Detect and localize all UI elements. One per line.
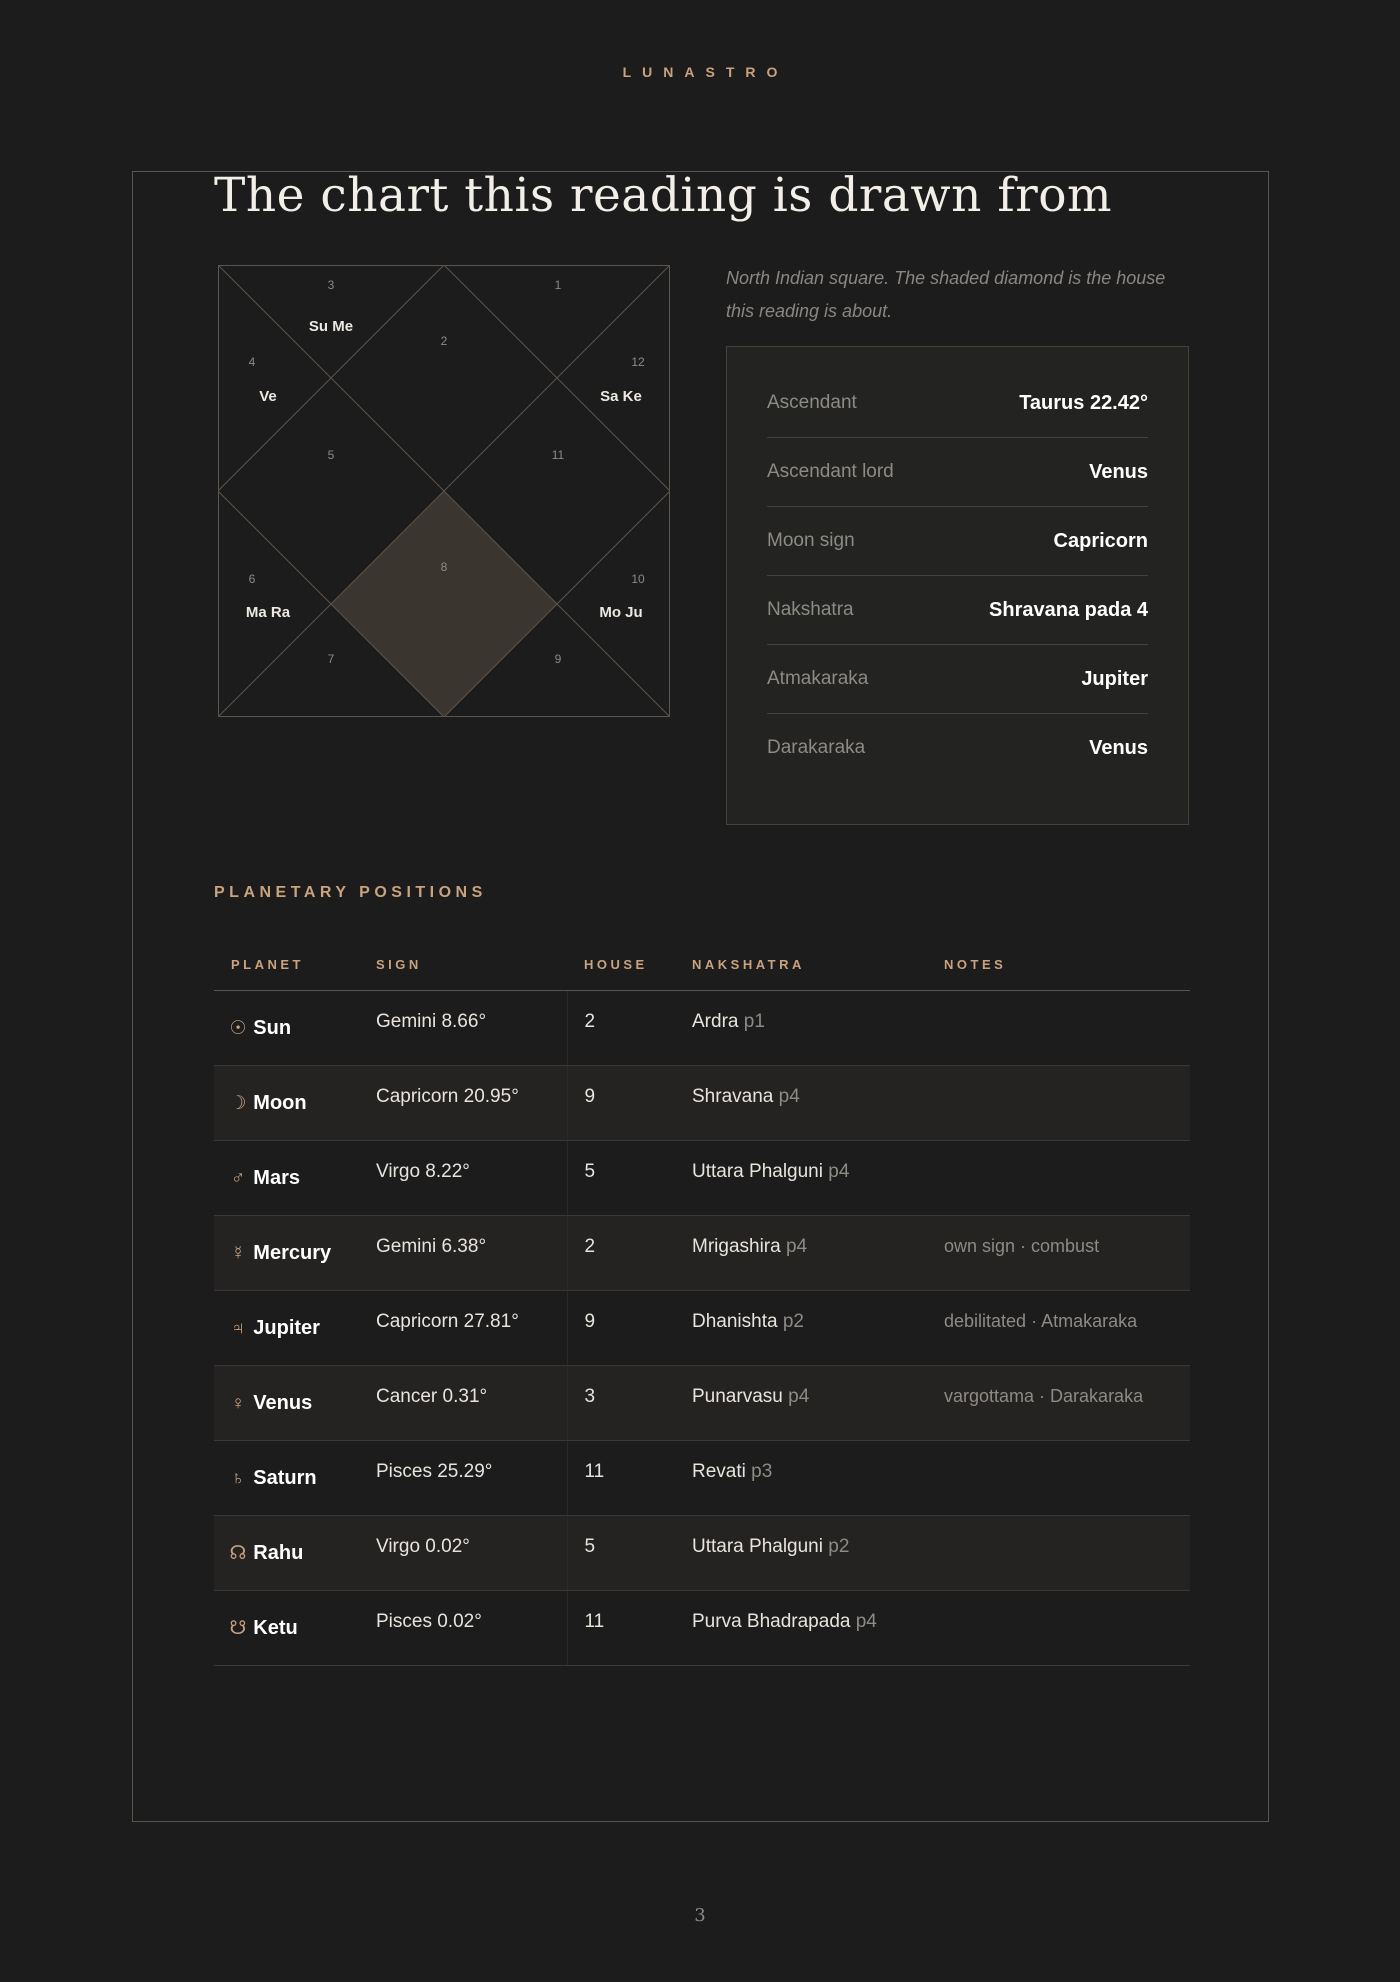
house-number: 9 (554, 652, 562, 666)
sign-cell: Virgo 8.22° (359, 1141, 567, 1216)
sign-cell: Gemini 8.66° (359, 991, 567, 1066)
house-number: 11 (551, 448, 565, 462)
planet-cell (214, 991, 359, 1066)
house-cell: 2 (567, 991, 675, 1066)
highlighted-house-diamond (331, 491, 557, 717)
nakshatra-cell (675, 1141, 927, 1216)
house-number: 1 (554, 278, 562, 292)
nakshatra-cell (675, 1216, 927, 1291)
fact-label: Ascendant (767, 392, 857, 413)
table-row (214, 1216, 1190, 1291)
notes-cell (927, 1366, 1190, 1441)
notes-cell (927, 991, 1190, 1066)
nakshatra-name: Uttara Phalguni (692, 1536, 823, 1557)
planet-glyph-icon: ♄ (230, 1467, 246, 1489)
planet-name: Rahu (253, 1541, 304, 1564)
house-number: 7 (327, 652, 335, 666)
planet-cell (214, 1066, 359, 1141)
table-row (214, 1591, 1190, 1666)
notes-cell (927, 1516, 1190, 1591)
house-cell: 3 (567, 1366, 675, 1441)
planet-notes: own sign · combust (944, 1236, 1100, 1256)
table-body (214, 991, 1190, 1666)
fact-label: Moon sign (767, 530, 855, 551)
planet-cell (214, 1141, 359, 1216)
nakshatra-pada: p2 (828, 1536, 850, 1557)
house-cell: 5 (567, 1141, 675, 1216)
fact-row-nakshatra (767, 576, 1148, 645)
brand-wordmark: LUNASTRO (622, 64, 789, 80)
table-row (214, 1516, 1190, 1591)
fact-value: Shravana pada 4 (989, 598, 1148, 621)
house-number: 4 (248, 355, 256, 369)
house-number: 10 (631, 572, 645, 586)
planet-glyph-icon: ☿ (230, 1242, 246, 1264)
sign-cell: Gemini 6.38° (359, 1216, 567, 1291)
notes-cell (927, 1591, 1190, 1666)
sign-cell: Capricorn 20.95° (359, 1066, 567, 1141)
house-number: 3 (327, 278, 335, 292)
planet-name: Mercury (253, 1241, 332, 1264)
column-header-nakshatra: NAKSHATRA (675, 938, 927, 991)
fact-row-atmakaraka (767, 645, 1148, 714)
sign-cell: Pisces 0.02° (359, 1591, 567, 1666)
north-indian-chart (218, 265, 670, 717)
nakshatra-pada: p4 (828, 1161, 850, 1182)
fact-value: Capricorn (1053, 529, 1148, 552)
planet-cell (214, 1591, 359, 1666)
fact-label: Darakaraka (767, 737, 866, 758)
nakshatra-name: Dhanishta (692, 1311, 778, 1332)
fact-value: Venus (1089, 460, 1148, 483)
sign-cell: Virgo 0.02° (359, 1516, 567, 1591)
planet-glyph-icon: ♂ (230, 1167, 246, 1189)
planet-glyph-icon: ☊ (229, 1542, 247, 1564)
nakshatra-name: Punarvasu (692, 1386, 783, 1407)
planet-glyph-icon: ♀ (230, 1392, 246, 1414)
house-number: 2 (440, 334, 448, 348)
house-planets: Su Me (308, 318, 354, 335)
house-planets: Sa Ke (600, 388, 642, 405)
table-row (214, 1141, 1190, 1216)
nakshatra-cell (675, 1441, 927, 1516)
house-cell: 5 (567, 1516, 675, 1591)
fact-value: Taurus 22.42° (1019, 391, 1148, 414)
planet-name: Ketu (253, 1616, 298, 1639)
house-planets: Ve (259, 388, 277, 405)
notes-cell (927, 1066, 1190, 1141)
planet-cell (214, 1516, 359, 1591)
house-planets: Ma Ra (245, 604, 291, 621)
nakshatra-cell (675, 1516, 927, 1591)
page-number: 3 (694, 1905, 706, 1926)
planet-glyph-icon: ☉ (229, 1017, 247, 1039)
nakshatra-cell (675, 1591, 927, 1666)
planet-cell (214, 1291, 359, 1366)
fact-value: Venus (1089, 736, 1148, 759)
planet-glyph-icon: ☽ (229, 1092, 247, 1114)
planet-name: Saturn (253, 1466, 317, 1489)
planet-cell (214, 1216, 359, 1291)
table-header-row (214, 938, 1190, 991)
house-cell: 9 (567, 1066, 675, 1141)
planet-glyph-icon: ☋ (229, 1617, 247, 1639)
sign-cell: Capricorn 27.81° (359, 1291, 567, 1366)
table-row (214, 1441, 1190, 1516)
planet-name: Sun (253, 1016, 292, 1039)
planet-notes: vargottama · Darakaraka (944, 1386, 1144, 1406)
column-header-house: HOUSE (567, 938, 675, 991)
planet-glyph-icon: ♃ (230, 1317, 246, 1339)
house-number: 6 (248, 572, 256, 586)
chart-caption: North Indian square. The shaded diamond is the house this reading is about. (726, 268, 1166, 321)
fact-label: Ascendant lord (767, 461, 894, 482)
fact-row-ascendant-lord (767, 438, 1148, 507)
fact-value: Jupiter (1081, 667, 1148, 690)
page-title: The chart this reading is drawn from (214, 168, 1113, 223)
planet-cell (214, 1366, 359, 1441)
house-cell: 2 (567, 1216, 675, 1291)
nakshatra-name: Uttara Phalguni (692, 1161, 823, 1182)
nakshatra-name: Ardra (692, 1011, 739, 1032)
chart-facts-panel (726, 346, 1189, 825)
fact-label: Nakshatra (767, 599, 854, 620)
column-header-notes: NOTES (927, 938, 1190, 991)
fact-row-moon-sign (767, 507, 1148, 576)
nakshatra-pada: p2 (782, 1311, 804, 1332)
house-planets: Mo Ju (599, 604, 643, 621)
table-row (214, 1291, 1190, 1366)
fact-label: Atmakaraka (767, 668, 869, 689)
sign-cell: Cancer 0.31° (359, 1366, 567, 1441)
notes-cell (927, 1441, 1190, 1516)
nakshatra-cell (675, 991, 927, 1066)
sign-cell: Pisces 25.29° (359, 1441, 567, 1516)
nakshatra-cell (675, 1291, 927, 1366)
house-cell: 11 (567, 1441, 675, 1516)
planet-name: Venus (253, 1391, 313, 1414)
nakshatra-pada: p4 (778, 1086, 800, 1107)
planet-name: Jupiter (253, 1316, 320, 1339)
column-header-planet: PLANET (214, 938, 359, 991)
planet-name: Moon (253, 1091, 307, 1114)
notes-cell (927, 1216, 1190, 1291)
fact-row-ascendant (767, 369, 1148, 438)
notes-cell (927, 1291, 1190, 1366)
column-header-sign: SIGN (359, 938, 567, 991)
planet-notes: debilitated · Atmakaraka (944, 1311, 1138, 1331)
planetary-positions-heading: PLANETARY POSITIONS (214, 884, 487, 901)
nakshatra-pada: p3 (751, 1461, 773, 1482)
house-cell: 11 (567, 1591, 675, 1666)
planet-name: Mars (253, 1166, 300, 1189)
nakshatra-pada: p4 (855, 1611, 877, 1632)
table-row (214, 1366, 1190, 1441)
nakshatra-pada: p4 (785, 1236, 808, 1257)
table-row (214, 1066, 1190, 1141)
nakshatra-cell (675, 1066, 927, 1141)
table-row (214, 991, 1190, 1066)
house-number: 12 (631, 355, 645, 369)
house-cell: 9 (567, 1291, 675, 1366)
fact-row-darakaraka (767, 714, 1148, 782)
nakshatra-pada: p1 (743, 1011, 765, 1032)
nakshatra-name: Shravana (692, 1086, 774, 1107)
planet-cell (214, 1441, 359, 1516)
house-number: 5 (327, 448, 335, 462)
nakshatra-pada: p4 (788, 1386, 810, 1407)
planetary-positions-table (214, 938, 1190, 1666)
nakshatra-name: Mrigashira (692, 1236, 781, 1257)
nakshatra-name: Purva Bhadrapada (692, 1611, 851, 1632)
notes-cell (927, 1141, 1190, 1216)
nakshatra-cell (675, 1366, 927, 1441)
nakshatra-name: Revati (692, 1461, 746, 1482)
house-number: 8 (440, 560, 448, 574)
